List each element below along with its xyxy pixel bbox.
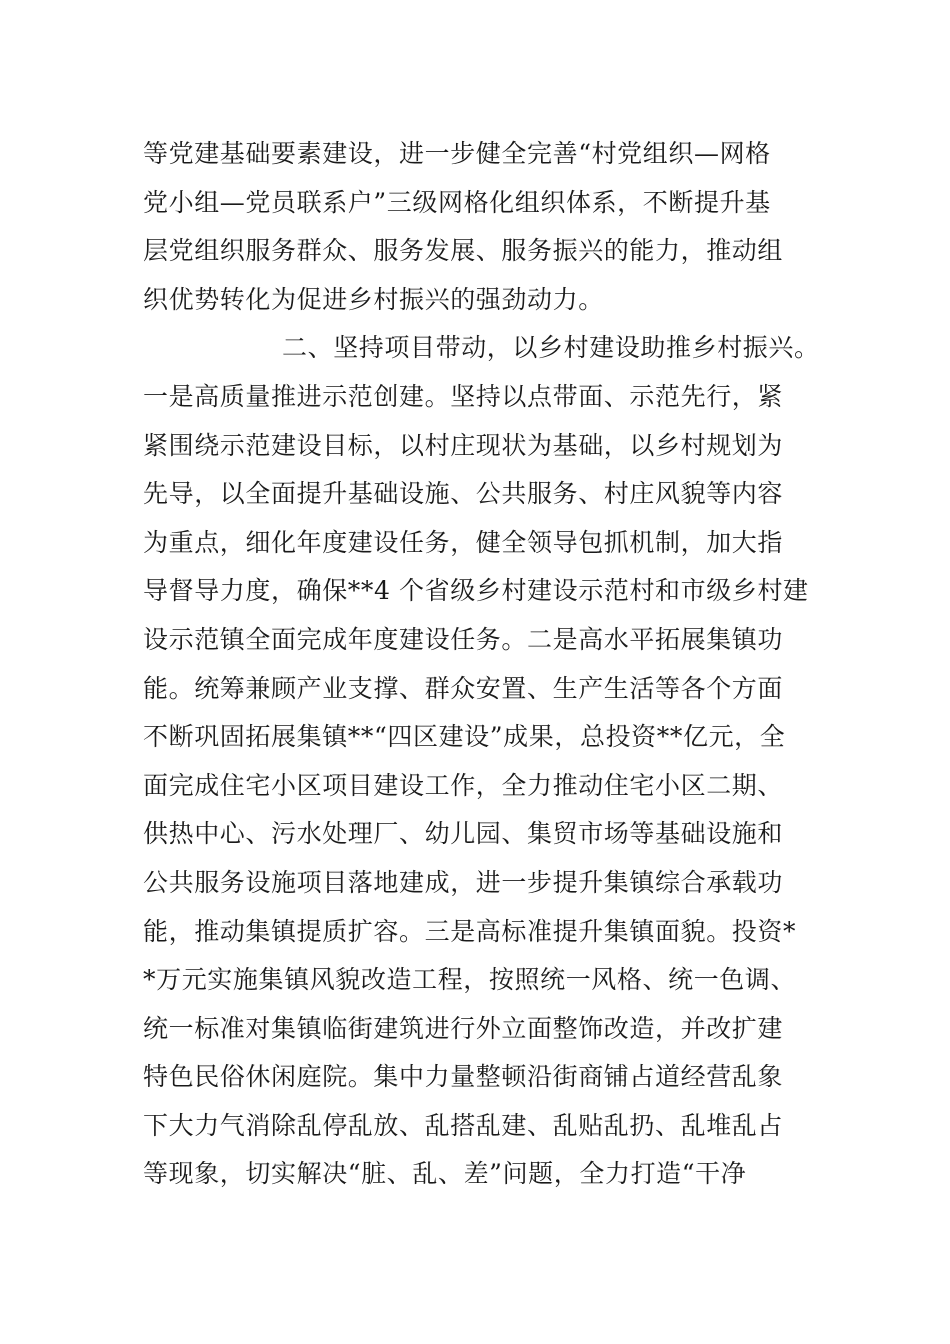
text-line: 紧围绕示范建设目标，以村庄现状为基础，以乡村规划为: [143, 430, 784, 460]
text-line: 党小组—党员联系户”三级网格化组织体系，不断提升基: [143, 187, 771, 217]
text-line: 设示范镇全面完成年度建设任务。二是高水平拓展集镇功: [143, 624, 784, 654]
text-line: 能，推动集镇提质扩容。三是高标准提升集镇面貌。投资*: [143, 916, 797, 946]
text-line: 面完成住宅小区项目建设工作，全力推动住宅小区二期、: [143, 770, 784, 800]
text-line: 导督导力度，确保**4 个省级乡村建设示范村和市级乡村建: [143, 576, 809, 606]
text-line: 特色民俗休闲庭院。集中力量整顿沿街商铺占道经营乱象: [143, 1062, 784, 1092]
text-line: 公共服务设施项目落地建成，进一步提升集镇综合承载功: [143, 867, 784, 897]
text-line: 先导，以全面提升基础设施、公共服务、村庄风貌等内容: [143, 479, 784, 509]
text-line: 一是高质量推进示范创建。坚持以点带面、示范先行，紧: [143, 381, 784, 411]
text-line: 统一标准对集镇临街建筑进行外立面整饰改造，并改扩建: [143, 1013, 784, 1043]
document-body: [143, 130, 823, 1199]
section-heading: 二、坚持项目带动，以乡村建设助推乡村振兴。: [282, 333, 820, 363]
text-line: 为重点，细化年度建设任务，健全领导包抓机制，加大指: [143, 527, 784, 557]
text-line: 等现象，切实解决“脏、乱、差”问题，全力打造“干净: [143, 1159, 747, 1189]
text-line: 供热中心、污水处理厂、幼儿园、集贸市场等基础设施和: [143, 819, 784, 849]
text-line: 等党建基础要素建设，进一步健全完善“村党组织—网格: [143, 139, 771, 168]
text-line: 不断巩固拓展集镇**“四区建设”成果，总投资**亿元，全: [143, 722, 786, 752]
text-line: *万元实施集镇风貌改造工程，按照统一风格、统一色调、: [143, 965, 797, 995]
text-line: 织优势转化为促进乡村振兴的强劲动力。: [143, 284, 604, 314]
text-line: 下大力气消除乱停乱放、乱搭乱建、乱贴乱扔、乱堆乱占: [143, 1110, 784, 1140]
text-line: 能。统筹兼顾产业支撑、群众安置、生产生活等各个方面: [143, 673, 784, 703]
text-line: 层党组织服务群众、服务发展、服务振兴的能力，推动组: [143, 236, 784, 266]
